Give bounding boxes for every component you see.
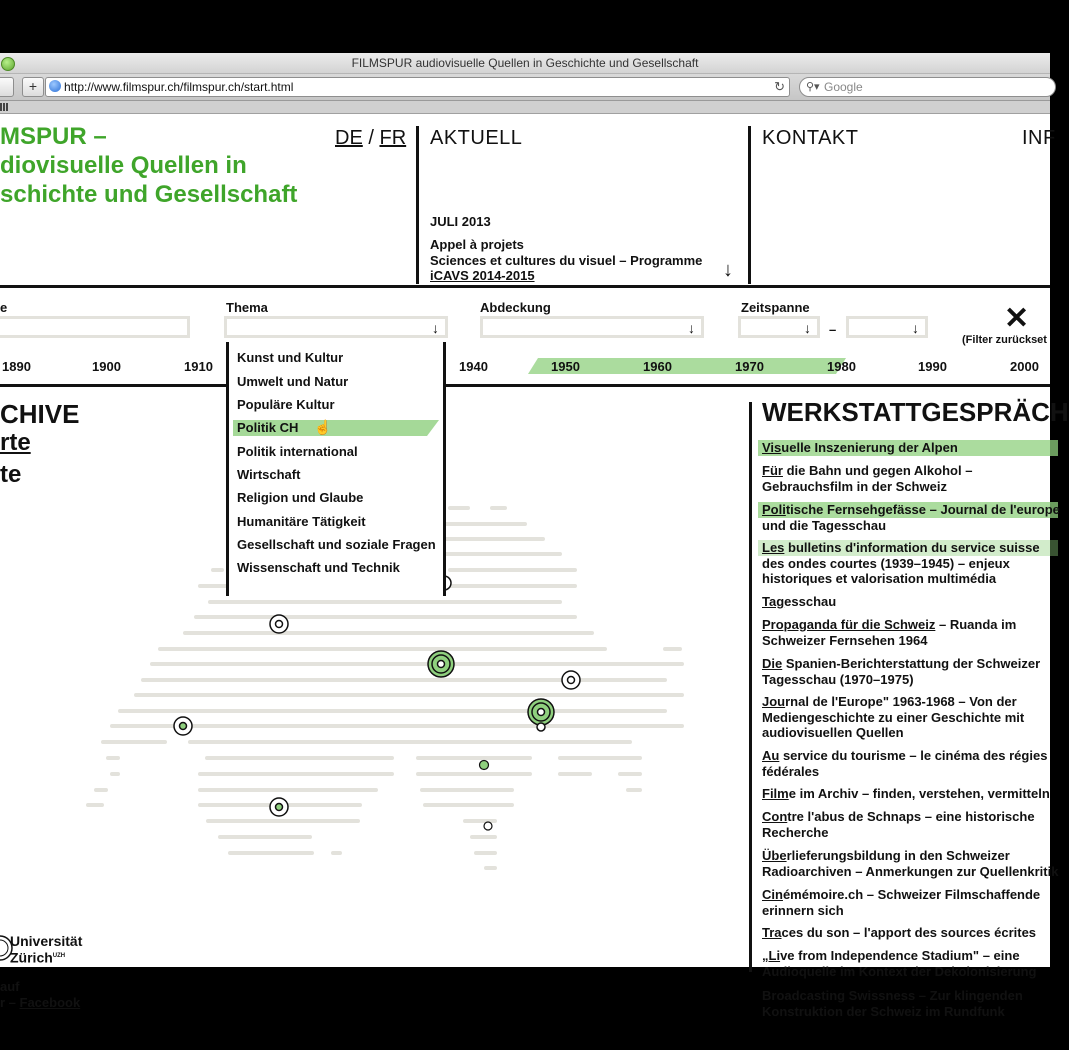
reload-icon[interactable]: ↻ — [774, 79, 785, 94]
add-tab-button[interactable]: + — [22, 77, 44, 97]
archive-tab-liste[interactable]: te — [0, 461, 22, 488]
header-rule — [0, 285, 1050, 288]
timeline-year[interactable]: 1960 — [643, 359, 672, 374]
archive-marker-highlighted[interactable] — [428, 651, 454, 677]
werkstatt-item[interactable]: Tagesschau — [762, 594, 837, 609]
window-zoom-button[interactable] — [1, 57, 15, 71]
window-title: FILMSPUR audiovisuelle Quellen in Geschichte und Gesellschaft — [351, 56, 699, 70]
werkstatt-item[interactable]: Contre l'abus de Schnaps – eine historische Recherche — [762, 809, 1035, 840]
timeline-year[interactable]: 1980 — [827, 359, 856, 374]
thema-option[interactable]: Kunst und Kultur — [237, 350, 344, 365]
thema-option[interactable]: Umwelt und Natur — [237, 374, 349, 389]
timeline-year[interactable]: 1910 — [184, 359, 213, 374]
werkstatt-item[interactable]: Propaganda für die Schweiz – Ruanda im Schweizer Fernsehen 1964 — [762, 617, 1017, 648]
abdeckung-select[interactable] — [480, 316, 704, 338]
chevron-down-icon: ↓ — [912, 320, 919, 336]
filter-reset-link[interactable]: (Filter zurückset — [962, 334, 1047, 346]
werkstatt-heading: WERKSTATTGESPRÄCH — [762, 397, 1069, 427]
archive-tab-karte[interactable]: rte — [0, 429, 31, 456]
werkstatt-item[interactable]: Journal de l'Europe" 1963-1968 – Von der Mediengeschichte zu einer Geschichte mit audiovisuellen Quellen — [762, 694, 1025, 740]
archive-marker[interactable] — [484, 822, 492, 830]
search-field[interactable] — [799, 77, 1056, 97]
bookmarks-grid-icon[interactable] — [0, 103, 8, 111]
lang-separator: / — [368, 127, 374, 149]
language-switch — [335, 126, 406, 150]
werkstatt-item[interactable]: Les bulletins d'information du service suisse des ondes courtes (1939–1945) – enjeux historiques et valorisation multimédia — [762, 540, 1040, 586]
werkstatt-item[interactable]: Überlieferungsbildung in den Schweizer Radioarchiven – Anmerkungen zur Quellenkritik — [762, 848, 1059, 879]
thema-option[interactable]: Wirtschaft — [237, 467, 301, 482]
timeline-year[interactable]: 1890 — [2, 359, 31, 374]
chevron-down-icon: ↓ — [804, 320, 811, 336]
thema-option[interactable]: Populäre Kultur — [237, 397, 335, 412]
university-logo[interactable]: Universität Zürich$^{UZH}$ — [10, 933, 83, 966]
timeline-year[interactable]: 1940 — [459, 359, 488, 374]
filter-first-input[interactable] — [0, 316, 190, 338]
werkstatt-item[interactable]: Visuelle Inszenierung der Alpen — [762, 440, 958, 455]
filter-label-thema: Thema — [226, 300, 268, 315]
werkstatt-item[interactable]: Die Spanien-Berichterstattung der Schweizer Tagesschau (1970–1975) — [762, 656, 1041, 687]
werkstatt-item[interactable]: Filme im Archiv – finden, verstehen, vermitteln — [762, 786, 1050, 801]
werkstatt-item[interactable]: „Live from Independence Stadium" – eine Audioquelle im Kontext der Dekolonisierung — [762, 948, 1037, 979]
chevron-down-icon: ↓ — [432, 320, 439, 336]
aktuell-news-item[interactable]: Appel à projets Sciences et cultures du visuel – Programme iCAVS 2014-2015 — [430, 237, 703, 283]
timeline-year[interactable]: 1990 — [918, 359, 947, 374]
werkstatt-item[interactable]: Broadcasting Swissness – Zur klingenden Konstruktion der Schweiz im Rundfunk — [762, 988, 1023, 1019]
thema-dropdown-menu — [226, 342, 446, 596]
news-scroll-down-icon[interactable]: ↓ — [723, 259, 733, 281]
werkstatt-item[interactable]: Au service du tourisme – le cinéma des régies fédérales — [762, 748, 1048, 779]
thema-option[interactable]: Politik international — [237, 444, 358, 459]
site-title[interactable]: MSPUR – diovisuelle Quellen in schichte und Gesellschaft — [0, 123, 298, 208]
zeitspanne-to-select[interactable] — [846, 316, 928, 338]
browser-window — [0, 53, 1069, 1019]
thema-select[interactable] — [224, 316, 448, 338]
globe-icon — [49, 80, 61, 92]
facebook-link[interactable]: Facebook — [19, 995, 81, 1010]
thema-option-selected[interactable]: Politik CH — [237, 420, 299, 435]
info-heading[interactable]: INF — [1022, 127, 1056, 149]
thema-option[interactable]: Humanitäre Tätigkeit — [237, 514, 366, 529]
header-divider-1 — [416, 126, 419, 284]
aktuell-date: JULI 2013 — [430, 214, 491, 229]
thema-option[interactable]: Religion und Glaube — [237, 490, 364, 505]
aktuell-heading[interactable]: AKTUELL — [430, 127, 523, 149]
werkstatt-item[interactable]: Cinémémoire.ch – Schweizer Filmschaffende erinnern sich — [762, 887, 1041, 918]
lang-fr-link[interactable]: FR — [379, 127, 407, 149]
page-content — [0, 114, 1069, 1019]
archive-heading: CHIVE — [0, 399, 80, 429]
archive-marker[interactable] — [270, 615, 288, 633]
werkstatt-divider — [749, 402, 752, 972]
chevron-down-icon: ↓ — [688, 320, 695, 336]
address-text: http://www.filmspur.ch/filmspur.ch/start.html — [64, 80, 294, 94]
archive-marker[interactable] — [174, 717, 192, 735]
thema-option[interactable]: Wissenschaft und Technik — [237, 560, 400, 575]
kontakt-heading[interactable]: KONTAKT — [762, 127, 859, 149]
hand-cursor-icon: ☝ — [314, 419, 332, 435]
social-links: auf r – Facebook — [0, 979, 81, 1010]
archive-marker[interactable] — [562, 671, 580, 689]
filter-label-abdeckung: Abdeckung — [480, 300, 551, 315]
window-titlebar — [0, 53, 1050, 74]
university-seal-icon — [0, 934, 10, 962]
timeline-year[interactable]: 1970 — [735, 359, 764, 374]
archive-marker[interactable] — [270, 798, 288, 816]
address-bar[interactable] — [45, 77, 790, 97]
archive-marker[interactable] — [480, 761, 489, 770]
timeline-year[interactable]: 1900 — [92, 359, 121, 374]
timeline-year[interactable]: 1950 — [551, 359, 580, 374]
filter-rule — [0, 384, 1050, 387]
zeitspanne-dash: – — [829, 322, 837, 337]
search-placeholder: Google — [824, 80, 863, 94]
browser-toolbar — [0, 74, 1050, 101]
bookmarks-bar — [0, 101, 1050, 114]
filter-label-zeitspanne: Zeitspanne — [741, 300, 810, 315]
header-divider-2 — [748, 126, 751, 284]
lang-de-link[interactable]: DE — [335, 127, 363, 149]
werkstatt-item[interactable]: Traces du son – l'apport des sources écrites — [762, 925, 1037, 940]
werkstatt-item[interactable]: Politische Fernsehgefässe – Journal de l'europe und die Tagesschau — [762, 502, 1060, 533]
search-icon: ⚲▾ — [806, 81, 820, 93]
thema-option[interactable]: Gesellschaft und soziale Fragen — [237, 537, 436, 552]
zeitspanne-from-select[interactable] — [738, 316, 820, 338]
filter-label-first: e — [0, 300, 8, 315]
back-button[interactable] — [0, 77, 14, 97]
werkstatt-item[interactable]: Für die Bahn und gegen Alkohol – Gebrauchsfilm in der Schweiz — [762, 463, 973, 494]
timeline-year[interactable]: 2000 — [1010, 359, 1039, 374]
close-icon[interactable]: ✕ — [1004, 302, 1030, 335]
